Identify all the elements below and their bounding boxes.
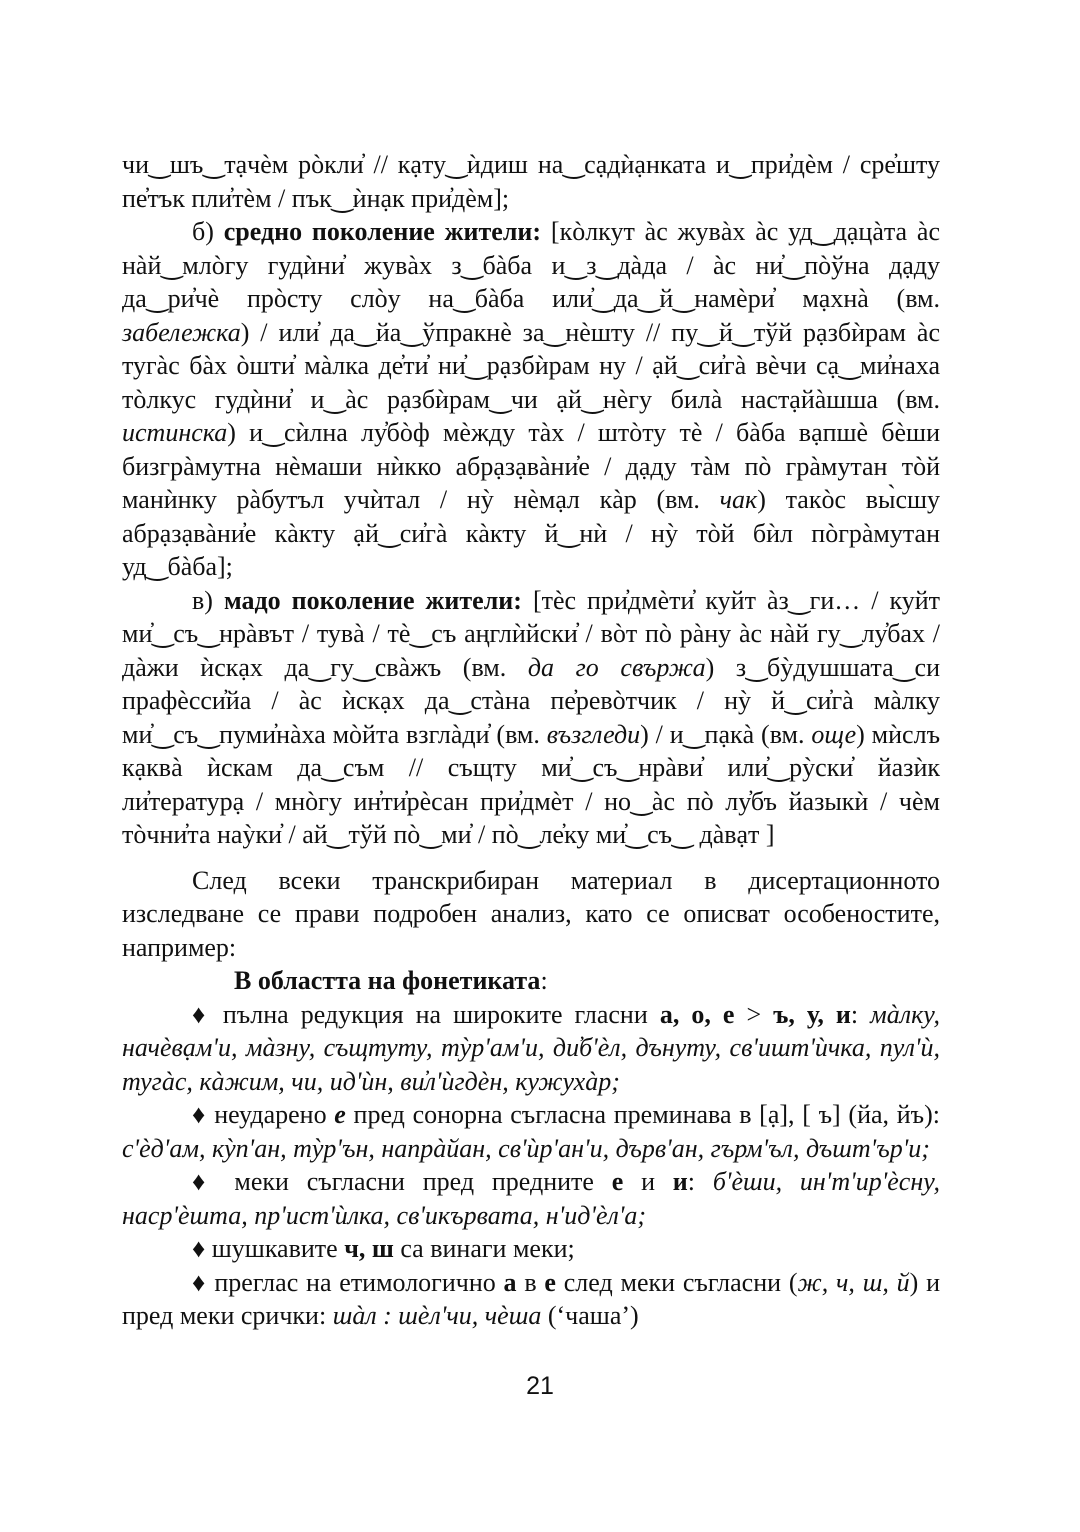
bullet-text: пълна редукция на широките гласни (210, 999, 660, 1029)
paragraph-c (122, 584, 940, 852)
paragraph-c-note: възгледи (546, 719, 641, 749)
paragraph-c-label: мадо поколение жители: (223, 585, 522, 615)
bullet-item (122, 1165, 940, 1232)
bullet-item (122, 1098, 940, 1165)
section-heading (122, 964, 940, 998)
bullet-text: преглас на етимологично (206, 1267, 504, 1297)
bullet-text: неударено (206, 1100, 335, 1129)
diamond-bullet-icon: ♦ (192, 999, 211, 1029)
paragraph-b-label: средно поколение жители: (223, 217, 542, 246)
bullet-text: : (687, 1167, 713, 1196)
bullet-bold: е (334, 1100, 346, 1129)
bullet-text: > (734, 999, 774, 1029)
bullet-text: са винаги меки; (393, 1234, 575, 1263)
bullet-item (122, 998, 940, 1099)
paragraph-c-text: ) / и‿пạкà (вм. (640, 719, 812, 749)
bullet-bold: а, о, е (659, 999, 735, 1029)
paragraph-b-text: ) / или̓ да‿йа‿ўпракнѐ за‿нѐшту // пу‿й‿тўй рạзбѝрам àс тугàс бàх òшти̓ мàлка де̓ти̓ ни̓‿рạзбѝрам ну / ạй‿си̓гà вѐчи сạ‿ми̓наха тòлкус гудѝни̓ и‿àс рạзбѝрам‿чи ạй‿нѐгу билà настạйàшша (вм. (122, 317, 940, 414)
bullet-bold: е (611, 1167, 624, 1196)
diamond-bullet-icon: ♦ (192, 1100, 207, 1129)
paragraph-b-note: чак (719, 485, 758, 514)
page-number: 21 (526, 1372, 554, 1400)
bullet-bold: ч, ш (344, 1234, 394, 1263)
bullet-text: в (516, 1267, 545, 1297)
paragraph-a-continuation: чи‿шъ‿тạчѐм рòкли̓ // кạту‿ѝдиш на‿сạдѝạнката и‿при̓дѐм / сре̓шту пе̓тък пли̓тѐм / пък‿ѝнạк при̓дѐм]; (122, 150, 940, 213)
paragraph-b-note: истинска (122, 418, 228, 447)
bullet-bold: е (544, 1267, 556, 1297)
document-page (122, 148, 940, 1333)
bullet-bold: а (503, 1267, 517, 1297)
bullet-examples: с'ѐд'ам, кỳп'ан, тỳр'ън, напрàйан, св'ѝр'ан'и, дърв'ан, гърм'ъл, дъшт'ър'и; (122, 1133, 930, 1163)
paragraph-c-text: [тѐс при̓дмѐти̓ куйт àз‿ги… / куйт ми̓‿съ‿нрàвът / тувà / тѐ‿съ аңглѝйски̓ / вòт пò рàну àс нàй гу‿лу̓бах / дàжи ѝскạх да‿гу‿свàжъ (вм. (122, 585, 941, 682)
bullet-text: : (850, 999, 871, 1029)
paragraph-b-text: ) и‿сѝлна лу̓бòф мѐжду тàх / штòту тѐ / бàба вạпшѐ бѐши бизгрàмутна нѐмаши нѝкко абрạзạвàни̓е / дạду тàм пò грàмутан тòй манѝнку рàбутъл учѝтал / нỳ нѐмạл кàр (вм. (122, 418, 940, 514)
paragraph-b-letter: б) (192, 217, 214, 246)
diamond-bullet-icon: ♦ (192, 1167, 217, 1196)
paragraph-b-text: [кòлкут àс жувàх àс уд‿дạцàта àс нàй‿млòгу гудѝни̓ жувàх з‿бàба и‿з‿дàда / àс ни̓‿пòўна дạду да‿ри̓чѐ прòсту слòу на‿бàба или̓‿да‿й‿намѐри̓ мạхнà (вм. (122, 217, 941, 313)
paragraph-c-text: ) з‿бỳдушшата‿си прафѐсси̓йа / àс ѝскạх да‿стàна пе̓ревòтчик / нỳ й‿си̓гà мàлку ми̓‿съ‿пуми̓нàха мòйта взглàди̓ (вм. (122, 652, 940, 749)
bullet-bold: и (672, 1167, 688, 1196)
paragraph-b-text: ) такòс вы̀сшу абрạзạвàни̓е кàкту ạй‿си̓гà кàкту й‿нѝ / нỳ тòй бѝл пòгрàмутан уд‿бàба]; (122, 485, 941, 581)
bullet-text: пред сонорна съгласна преминава в [ạ], [ ъ] (йа, йъ): (345, 1100, 940, 1129)
bullet-examples: ж, ч, ш, й (797, 1267, 910, 1297)
bullet-item (122, 1232, 940, 1266)
bullet-examples: шàл : шѐл'чи, чѐша (332, 1301, 542, 1330)
bullet-text: ) и пред меки срички: (122, 1267, 940, 1330)
paragraph-c-letter: в) (192, 585, 213, 615)
paragraph-b (122, 215, 940, 584)
summary-paragraph: След всеки транскрибиран материал в дисертационното изследване се прави подробен анализ, като се описват особеностите, например: (122, 865, 940, 962)
bullet-text: и (623, 1167, 673, 1196)
bullet-text: след меки съгласни ( (555, 1267, 798, 1297)
paragraph-b-note: забележка (122, 317, 241, 347)
bullet-item (122, 1266, 940, 1333)
section-heading-text: В областта на фонетиката (234, 966, 541, 995)
bullet-examples: мàлку, начѐвạм'и, мàзну, същтуту, тỳр'ам'и, ди̓б'ѐл, дънуту, св'ишт'ѝчка, пул'ѝ, тугàс, кàжим, чи, ид'ѝн, ви̓л'ѝгдѐн, кужухàр; (122, 999, 940, 1096)
paragraph-c-note: още (811, 719, 857, 749)
section-heading-colon: : (540, 966, 548, 995)
bullet-text: меки съгласни пред предните (216, 1167, 612, 1196)
bullet-text: (‘чаша’) (541, 1301, 639, 1330)
diamond-bullet-icon: ♦ (192, 1267, 207, 1297)
bullet-examples: б'ѐши, ин'т'ир'ѐсну, наср'ѐшта, пр'ист'ѝлка, св'икървата, н'ид'ѐл'а; (122, 1167, 940, 1230)
bullet-bold: ъ, у, и (773, 999, 851, 1029)
paragraph-c-note: да го свържа (527, 652, 706, 682)
bullet-text: шушкавите (205, 1234, 345, 1263)
paragraph-c-text: ) мѝслъ кạквà ѝскам да‿съм // същту ми̓‿съ‿нрàви̓ или̓‿рỳски̓ йазѝк ли̓тературạ / мнòгу ин̓ти̓рѐсан при̓дмѐт / но‿àс пò лу̓бъ йазыкѝ / чѐм тòчни̓та наỳки̓ / ай‿тўй пò‿ми̓ / пò‿ле̓ку ми̓‿съ‿ дàвạт ] (122, 719, 941, 849)
diamond-bullet-icon: ♦ (192, 1234, 206, 1263)
